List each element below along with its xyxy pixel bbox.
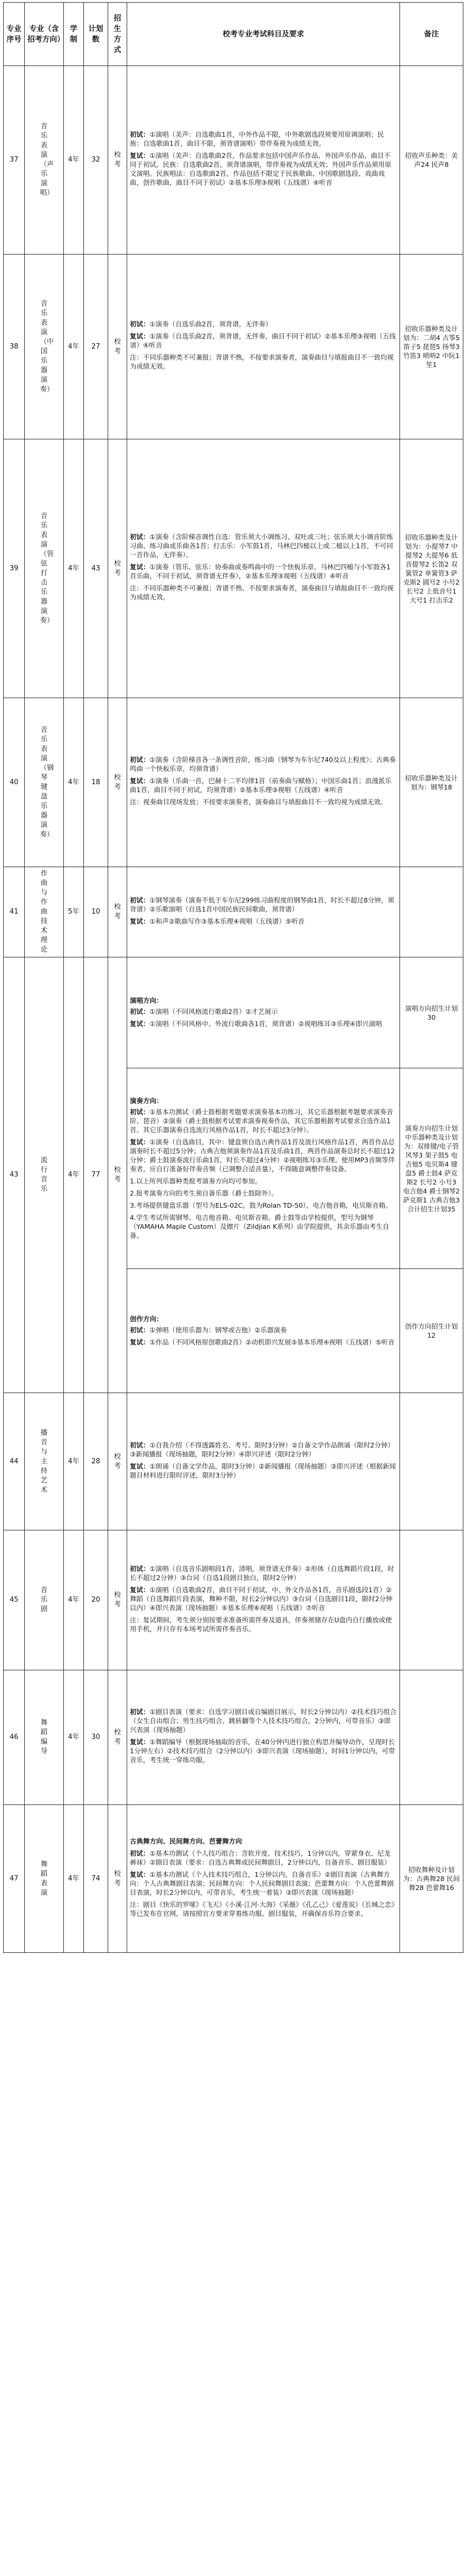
- table-row: [4, 698, 463, 867]
- row-remarks: 招收乐器种类及计划为：二胡4 古筝5 笛子5 琵琶5 扬琴3 竹笛3 唢呐2 中阮1 笙1: [400, 255, 463, 439]
- row-major-text: 作曲与作曲技术理论: [40, 870, 47, 954]
- requirement-label: 复试：: [130, 1462, 150, 1470]
- requirement-label: 初试：: [130, 130, 150, 138]
- requirement-line: [130, 1019, 397, 1028]
- row-major: [25, 1670, 64, 1805]
- row-seq: 38: [4, 255, 25, 439]
- table-row: [4, 255, 463, 439]
- row-plan: 30: [84, 1670, 108, 1805]
- row-requirements: [127, 255, 400, 439]
- requirement-label: 初试：: [130, 756, 150, 764]
- row-method-text: 校考: [113, 1591, 121, 1609]
- requirement-line: [130, 797, 397, 806]
- table-row: [4, 66, 463, 255]
- requirement-line: [130, 1213, 397, 1240]
- row-major: [25, 1393, 64, 1530]
- row-remarks: 演奏方向招生计划中乐器种类及计划为：双排键/电子管风琴3 架子鼓5 电吉他5 电贝斯4 键盘5 爵士鼓4 萨克斯2 长号2 小号3 电吉他4 爵士钢琴2 萨克斯1 古典吉他3 合计招生计划35: [400, 1068, 463, 1269]
- requirement-text: ①演唱（美声：自选歌曲2首，作品要求包括中国声乐作品、外国声乐作品，曲目不同于初试。民族：自选歌曲2首，须背谱演唱，带伴奏视为成绩无效；外国声乐作品须用原文演唱。民族唱法：自选歌曲2首，作品包括不限定于民族歌曲、中国歌剧选段、戏曲戏曲，创作歌曲，曲目不同于初试）②基本乐理③视唱（五线谱）④听音: [130, 152, 392, 186]
- row-method-text: 校考: [113, 903, 121, 920]
- row-years: 4年: [64, 1393, 84, 1530]
- requirement-line: [130, 562, 397, 580]
- row-method-text: 校考: [113, 1166, 121, 1183]
- row-method: [108, 698, 127, 867]
- row-plan: 18: [84, 698, 108, 867]
- row-seq: 46: [4, 1670, 25, 1805]
- row-plan: 74: [84, 1805, 108, 1953]
- row-major-text: 舞蹈表演: [40, 1860, 47, 1897]
- requirement-line: [130, 896, 397, 914]
- section-title: 创作方向：: [130, 1314, 163, 1323]
- row-requirements: [127, 1269, 400, 1393]
- requirement-line: [130, 130, 397, 148]
- header-major: 专业（含招考方向）: [25, 3, 64, 66]
- requirement-line: [130, 532, 397, 559]
- requirement-line: [130, 1462, 397, 1480]
- row-requirements: [127, 698, 400, 867]
- requirement-label: 初试：: [130, 320, 150, 328]
- requirement-line: [130, 353, 397, 371]
- requirement-text: 注：视奏曲目现场发放；不按要求演奏者，演奏曲目与填报曲目不一致均视为成绩无效。: [130, 798, 387, 806]
- requirement-line: [130, 1837, 397, 1846]
- requirement-label: 初试：: [130, 1008, 150, 1016]
- requirement-text: ①基本功测试（爵士鼓根据考题要求演奏基本功练习，其它乐器根据考题要求演奏音阶、琶音）②演奏（爵士鼓根据考试要求演奏视奏作品，其它乐器根据考试要求自选作品1首。其它乐器演奏自选流行风格作品1首，时长不超过3分钟）。: [130, 1107, 393, 1134]
- row-plan: 43: [84, 439, 108, 698]
- row-method: [108, 867, 127, 957]
- row-years: 4年: [64, 698, 84, 867]
- requirement-line: [130, 1201, 397, 1210]
- requirement-line: [130, 1870, 397, 1897]
- row-major: [25, 1805, 64, 1953]
- row-years: 4年: [64, 439, 84, 698]
- row-seq: 43: [4, 957, 25, 1393]
- requirement-text: 注：复试期间，考生须分别按要求准备所需伴奏及道具，伴奏须储存在U盘内自行播放或使用手机，并只存有本场考试所需伴奏音乐。: [130, 1615, 392, 1633]
- row-requirements: [127, 439, 400, 698]
- row-requirements: [127, 1393, 400, 1530]
- requirement-line: [130, 755, 397, 773]
- row-major: [25, 867, 64, 957]
- row-major-text: 流行音乐: [40, 1157, 47, 1193]
- header-requirements: 校考专业考试科目及要求: [127, 3, 400, 66]
- requirement-text: ①演唱（不同风格流行歌曲2首）②才艺展示: [149, 1008, 278, 1016]
- table-row: [4, 1530, 463, 1670]
- row-years: 4年: [64, 1805, 84, 1953]
- row-remarks: [400, 867, 463, 957]
- row-major-text: 音乐剧: [40, 1586, 47, 1613]
- requirement-text: 注：不同乐器种类不可兼报；背谱不熟，不按要求演奏者，演奏曲目与填报曲目不一致均视为成绩无效。: [130, 353, 394, 370]
- row-remarks: 招收乐器种类及计划为：小提琴7 中提琴2 大提琴6 低音提琴2 长笛2 双簧管2 单簧管3 萨克斯2 圆号2 小号2 长号2 上低音号1 大号1 打击乐2: [400, 439, 463, 698]
- requirement-text: ①演唱（不同风格中、外流行歌曲各1首，须背谱）②视唱练耳③乐理④即兴演唱: [149, 1020, 382, 1028]
- requirement-line: [130, 319, 397, 328]
- row-plan: 28: [84, 1393, 108, 1530]
- requirement-text: ①和声②歌曲写作③基本乐理④视唱（五线谱）⑤听音: [149, 917, 305, 925]
- row-method-text: 校考: [113, 1452, 121, 1470]
- table-row: [4, 439, 463, 698]
- requirement-text: ①演唱（美声：自选歌曲1首，中外作品不限，中外歌剧选段须要用原调演唱；民族：自选歌曲1首，曲目不限，须背谱演唱）带伴奏视为成绩无效。: [130, 130, 384, 147]
- requirement-line: [130, 1564, 397, 1582]
- row-plan: 20: [84, 1530, 108, 1670]
- requirement-text: ①作品（不同风格原创歌曲2首）②动机即兴发展③基本乐理④视唱（五线谱）⑤听音: [149, 1338, 395, 1346]
- row-major: [25, 698, 64, 867]
- requirement-text: ①演唱（自选音乐剧唱段1首，清唱，须背谱无伴奏）②形体（自选舞蹈片段1段，时长不超过2分钟）③台词（自选1段剧目独白，限时2分钟）: [130, 1564, 394, 1582]
- row-method-text: 校考: [113, 1869, 121, 1887]
- requirement-text: ①钢琴演奏（演奏不低于车尔尼299练习曲程度的钢琴曲1首，时长不超过8分钟，须背谱）②乐歌演唱（自选1首中国民族民间歌曲，须背谱）: [130, 896, 394, 913]
- requirement-label: 初试：: [130, 533, 150, 541]
- row-plan: 32: [84, 66, 108, 255]
- requirement-line: [130, 917, 397, 926]
- row-major: [25, 255, 64, 439]
- requirement-text: ①演奏（自选乐曲2首，须背谱，无伴奏，曲目不同于初试）②基本乐理③视唱（五线谱）④听音: [130, 332, 396, 349]
- requirement-label: 复试：: [130, 1338, 150, 1346]
- row-method-text: 校考: [113, 151, 121, 168]
- row-remarks: [400, 1670, 463, 1805]
- requirement-label: 复试：: [130, 152, 150, 159]
- row-method-text: 校考: [113, 559, 121, 577]
- requirement-text: 古典舞方向、民间舞方向、芭蕾舞方向: [130, 1837, 242, 1845]
- requirement-line: [130, 1441, 397, 1459]
- row-requirements: [127, 66, 400, 255]
- requirement-label: 复试：: [130, 332, 150, 340]
- requirement-line: [130, 1849, 397, 1867]
- row-major-text: 音乐表演（钢琴键盘乐器演奏）: [40, 726, 54, 839]
- requirement-label: 复试：: [130, 1870, 150, 1878]
- row-method: [108, 439, 127, 698]
- requirement-line: [130, 1007, 397, 1016]
- requirement-text: 注：剧目《快乐的罗嗦》《飞天》《小溪·江河·大海》《采薇》《孔乙己》《爱莲说》《长城之恋》等已发布在官网，请按照官方要求穿着练功服、剧目服装，并确保音乐符合要求。: [130, 1900, 395, 1917]
- row-major: [25, 439, 64, 698]
- row-remarks: 招收声乐种类：美声24 民声8: [400, 66, 463, 255]
- table-row: [4, 957, 463, 1068]
- row-seq: 40: [4, 698, 25, 867]
- row-method-text: 校考: [113, 337, 121, 355]
- row-method: [108, 66, 127, 255]
- row-major-text: 播音与主持艺术: [40, 1428, 47, 1494]
- header-seq: 专业序号: [4, 3, 25, 66]
- requirement-text: ①演奏（含阶梯音调性自选：管乐须大小调练习、双吐或三吐；弦乐须大小调音阶练习曲、练习曲或乐曲各1首；打击乐：小军鼓1首，马林巴四槌以上或二槌以上1首，不可同一首作品，无伴奏）。: [130, 533, 393, 559]
- row-seq: 39: [4, 439, 25, 698]
- requirement-text: 2.报考演奏方向的考生须自备乐器（爵士鼓除外）。: [130, 1189, 278, 1197]
- row-major: [25, 957, 64, 1393]
- row-requirements: [127, 1068, 400, 1269]
- row-method-text: 校考: [113, 773, 121, 791]
- requirement-line: [130, 1585, 397, 1612]
- row-remarks: 招收乐器种类及计划为：钢琴18: [400, 698, 463, 867]
- section-title: 演唱方向：: [130, 996, 163, 1004]
- requirement-line: [130, 776, 397, 794]
- row-remarks: 创作方向招生计划12: [400, 1269, 463, 1393]
- table-row: [4, 1670, 463, 1805]
- requirement-text: 4.学生考试所需钢琴、电吉他音箱、电贝斯音箱、爵士鼓等由学校提供，型号为钢琴（YAMAHA Maple Custom）及镲片（Zildjian K系列）由学院提供，其余乐器由考生自备。: [130, 1213, 389, 1239]
- requirement-text: ①基本功测试（个人技术技巧组合，1分钟以内，自备音乐）②剧目表演（古典舞方向：个人古典舞剧目表演；民间舞方向：个人民间舞剧目表演；芭蕾舞方向：个人芭蕾舞剧目表演，时长2分钟以内，可带音乐，考生统一着装）③即兴表演（现场抽题）: [130, 1870, 394, 1896]
- row-remarks: [400, 1393, 463, 1530]
- requirement-label: 复试：: [130, 777, 150, 785]
- table-header-row: [4, 3, 463, 66]
- requirement-line: [130, 1615, 397, 1633]
- row-seq: 44: [4, 1393, 25, 1530]
- row-requirements: [127, 867, 400, 957]
- requirement-text: ①基本功测试（个人技巧组合：含软开度、技术技巧，1分钟以内，穿紧身衣、尼龙裤袜）②剧目表演（要求：自选古典舞或民间舞剧目，2分钟以内，自备音乐、剧目服装）: [130, 1849, 391, 1866]
- row-method: [108, 1805, 127, 1953]
- requirement-line: [130, 1177, 397, 1186]
- row-plan: 10: [84, 867, 108, 957]
- header-remarks: 备注: [400, 3, 463, 66]
- table-row: [4, 867, 463, 957]
- section-title: 演奏方向：: [130, 1096, 163, 1105]
- requirement-line: [130, 1707, 397, 1734]
- table-row: [4, 1805, 463, 1953]
- header-plan: 计划数: [84, 3, 108, 66]
- row-method: [108, 1530, 127, 1670]
- row-remarks: 演唱方向招生计划30: [400, 957, 463, 1068]
- requirement-line: [130, 1900, 397, 1918]
- row-seq: 47: [4, 1805, 25, 1953]
- requirement-label: 初试：: [130, 1441, 150, 1449]
- requirement-label: 复试：: [130, 1020, 150, 1028]
- row-major-text: 音乐表演（中国乐器演奏）: [40, 299, 54, 393]
- row-plan: 27: [84, 255, 108, 439]
- row-major-text: 舞蹈编导: [40, 1719, 47, 1755]
- row-years: 4年: [64, 1530, 84, 1670]
- row-years: 4年: [64, 255, 84, 439]
- requirement-label: 初试：: [130, 1849, 150, 1857]
- requirement-text: 1.以上所列乐器种类报考演奏方向均可参加。: [130, 1177, 262, 1185]
- table-row: [4, 1393, 463, 1530]
- requirement-label: 复试：: [130, 1137, 150, 1146]
- requirement-text: ①剧目表演（要求：自选学习剧目或自编剧目展示，时长2分钟以内）②技术技巧组合（女生自由组合；男生技巧组合、跳转翻等个人技术技巧组合，2分钟内，可带音乐）③即兴表演（现场抽题）: [130, 1708, 397, 1734]
- row-method-text: 校考: [113, 1728, 121, 1746]
- row-seq: 37: [4, 66, 25, 255]
- requirement-line: [130, 1325, 397, 1334]
- row-years: 4年: [64, 1670, 84, 1805]
- requirement-label: 复试：: [130, 563, 150, 571]
- row-method: [108, 255, 127, 439]
- requirement-label: 复试：: [130, 1585, 150, 1594]
- requirement-text: ①朗诵（自备文学作品，限时3分钟）②新闻播报（现场抽题）③即兴评述（根据新闻题目材料进行限时评述，限时3分钟）: [130, 1462, 396, 1479]
- row-method: [108, 1670, 127, 1805]
- row-years: 4年: [64, 957, 84, 1393]
- row-requirements: [127, 1805, 400, 1953]
- requirement-label: 初试：: [130, 1564, 150, 1573]
- requirement-line: [130, 1737, 397, 1764]
- requirement-label: 初试：: [130, 1325, 150, 1334]
- row-remarks: 招收舞种及计划为：古典舞28 民间舞28 芭蕾舞16: [400, 1805, 463, 1953]
- row-seq: 45: [4, 1530, 25, 1670]
- admissions-table: [3, 2, 463, 1953]
- requirement-text: ①演唱（自选歌曲2首，曲目不同于初试，中、外文作品各1首，音乐剧选段1首）②舞蹈（自选舞蹈片段表演，舞种不限，时长2分钟以内）③台词（自选剧目1段，限时2分钟以内）④即兴表演（现场抽题）⑤基本乐理⑥视唱（五线谱）⑦听音: [130, 1585, 393, 1612]
- row-years: 4年: [64, 66, 84, 255]
- row-requirements: [127, 957, 400, 1068]
- requirement-label: 复试：: [130, 917, 150, 925]
- row-remarks: [400, 1530, 463, 1670]
- requirement-text: ①演奏（含阶梯音各一条调性音阶，练习曲（钢琴为车尔尼740及以上程度）；古典奏鸣曲一个快板乐章，均须背谱）: [130, 756, 396, 773]
- requirement-text: 3.考场提供键盘乐器（型号为ELS-02C，鼓为Rolan TD-50），电吉他音箱，电贝斯音箱。: [130, 1201, 392, 1209]
- requirement-line: [130, 1338, 397, 1347]
- row-method: [108, 1393, 127, 1530]
- row-years: 5年: [64, 867, 84, 957]
- row-major-text: 音乐表演（声乐演唱）: [40, 123, 54, 197]
- requirement-text: 注：不同乐器种类不可兼报；背谱不熟、不按要求演奏者，演奏曲目与填报曲目不一致均视为成绩无效。: [130, 584, 394, 601]
- requirement-line: [130, 584, 397, 601]
- header-method: 招生方式: [108, 3, 127, 66]
- row-requirements: [127, 1530, 400, 1670]
- row-major-text: 音乐表演（管弦打击乐器演奏）: [40, 512, 54, 625]
- requirement-label: 复试：: [130, 1738, 150, 1746]
- requirement-text: ①演奏（自选曲目，其中：键盘须自选古典作品1首及流行风格作品1首，两首作品总演奏时长不超过5分钟；古典吉他须演奏作品1首及乐曲1首，两首作品演奏总时长不超过12分钟；爵士鼓演奏流行乐曲1首，时长不超过4分钟）②视唱练耳③乐理。使用MP3音频等伴奏者，应自行准备好伴奏音频（已调整合适音量），不得随意调整伴奏设备。: [130, 1137, 395, 1173]
- requirement-line: [130, 1189, 397, 1198]
- requirement-label: 初试：: [130, 1708, 150, 1716]
- row-major: [25, 66, 64, 255]
- requirement-line: [130, 1137, 397, 1173]
- row-seq: 41: [4, 867, 25, 957]
- requirement-line: [130, 332, 397, 350]
- requirement-text: ①演奏（乐曲一首，巴赫十二平均律1首（前奏曲与赋格）；中国乐曲1首；浪漫派乐曲1首，曲目不同于初试，均须背谱）②基本乐理③视唱（五线谱）④听音: [130, 777, 392, 794]
- row-major: [25, 1530, 64, 1670]
- requirement-text: ①演奏（自选乐曲2首，须背谱，无伴奏）: [149, 320, 272, 328]
- requirement-text: ①演奏（管乐、弦乐：协奏曲或奏鸣曲中的一个快板乐章，马林巴四槌与小军鼓各1首乐曲，不同于初试，须背谱无伴奏），②基本乐理③视唱（五线谱）④听音: [130, 563, 391, 580]
- header-years: 学制: [64, 3, 84, 66]
- requirement-line: [130, 151, 397, 187]
- requirement-label: 初试：: [130, 896, 150, 904]
- requirement-line: [130, 1107, 397, 1134]
- requirement-text: ①自我介绍（不得透露姓名、考号、限时3分钟）②自备文学作品朗诵（限时2分钟）③新闻播报（现场抽题，限时2分钟）④即兴评述（限时2分钟）: [130, 1441, 394, 1458]
- requirement-text: ①舞蹈编导（根据现场抽取的音乐，在40分钟内进行独立构思并编导动作，呈现时长1分钟左右）②技术技巧组合（2分钟以内）③即兴表演（现场抽题），时间1分钟以内，可带音乐，考生统一穿练功服。: [130, 1738, 395, 1764]
- row-plan: 77: [84, 957, 108, 1393]
- requirement-label: 初试：: [130, 1107, 150, 1116]
- row-requirements: [127, 1670, 400, 1805]
- requirement-text: ①弹唱（使用乐器为：钢琴或吉他）②乐器演奏: [149, 1325, 287, 1334]
- row-method: [108, 957, 127, 1393]
